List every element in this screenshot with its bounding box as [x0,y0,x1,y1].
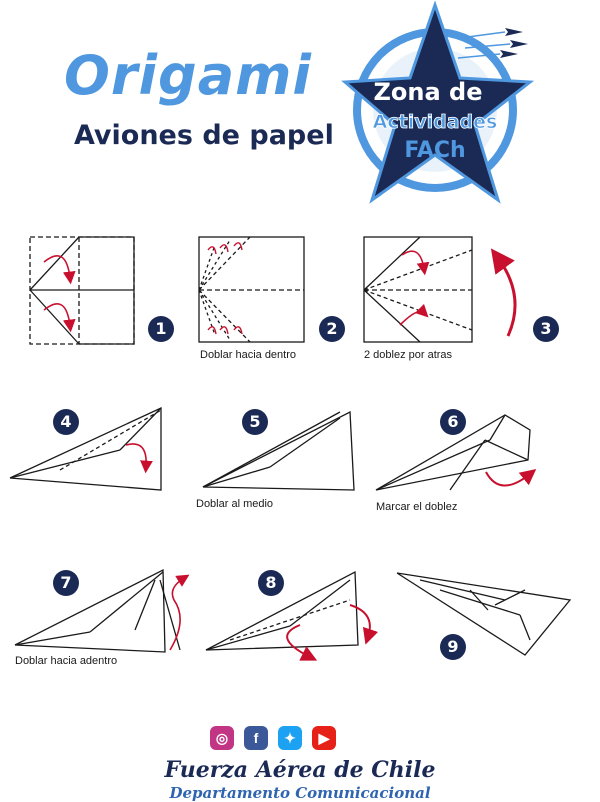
step2-diagram [199,237,304,342]
step7-caption: Doblar hacia adentro [15,655,118,667]
step3-diagram [364,237,515,342]
badge-line2: Actividades [372,111,498,133]
step1-diagram [30,237,134,344]
step-number-4: 4 [53,409,79,435]
instagram-icon[interactable]: ◎ [210,726,234,750]
badge-line1: Zona de [373,78,483,106]
step-number-5: 5 [242,409,268,435]
step7-diagram [15,570,184,652]
step-number-2: 2 [319,316,345,342]
youtube-icon[interactable]: ▶ [312,726,336,750]
step9-diagram [397,573,570,655]
step6-caption: Marcar el doblez [376,501,458,513]
step-number-8: 8 [258,570,284,596]
step-number-6: 6 [440,409,466,435]
organization-name: Fuerza Aérea de Chile [164,757,436,783]
step4-diagram [10,408,161,490]
page-title: Origami [64,44,312,107]
step3-caption: 2 doblez por atras [364,349,453,361]
department-name: Departamento Comunicacional [169,784,431,802]
page-subtitle: Aviones de papel [74,120,334,151]
badge-line3: FACh [404,138,466,163]
step-number-3: 3 [533,316,559,342]
step5-diagram [203,412,354,490]
step-number-1: 1 [148,316,174,342]
step5-caption: Doblar al medio [196,498,274,510]
step8-diagram [206,572,370,657]
step-number-9: 9 [440,634,466,660]
step-number-7: 7 [53,570,79,596]
step2-caption: Doblar hacia dentro [200,349,297,361]
twitter-icon[interactable]: ✦ [278,726,302,750]
facebook-icon[interactable]: f [244,726,268,750]
